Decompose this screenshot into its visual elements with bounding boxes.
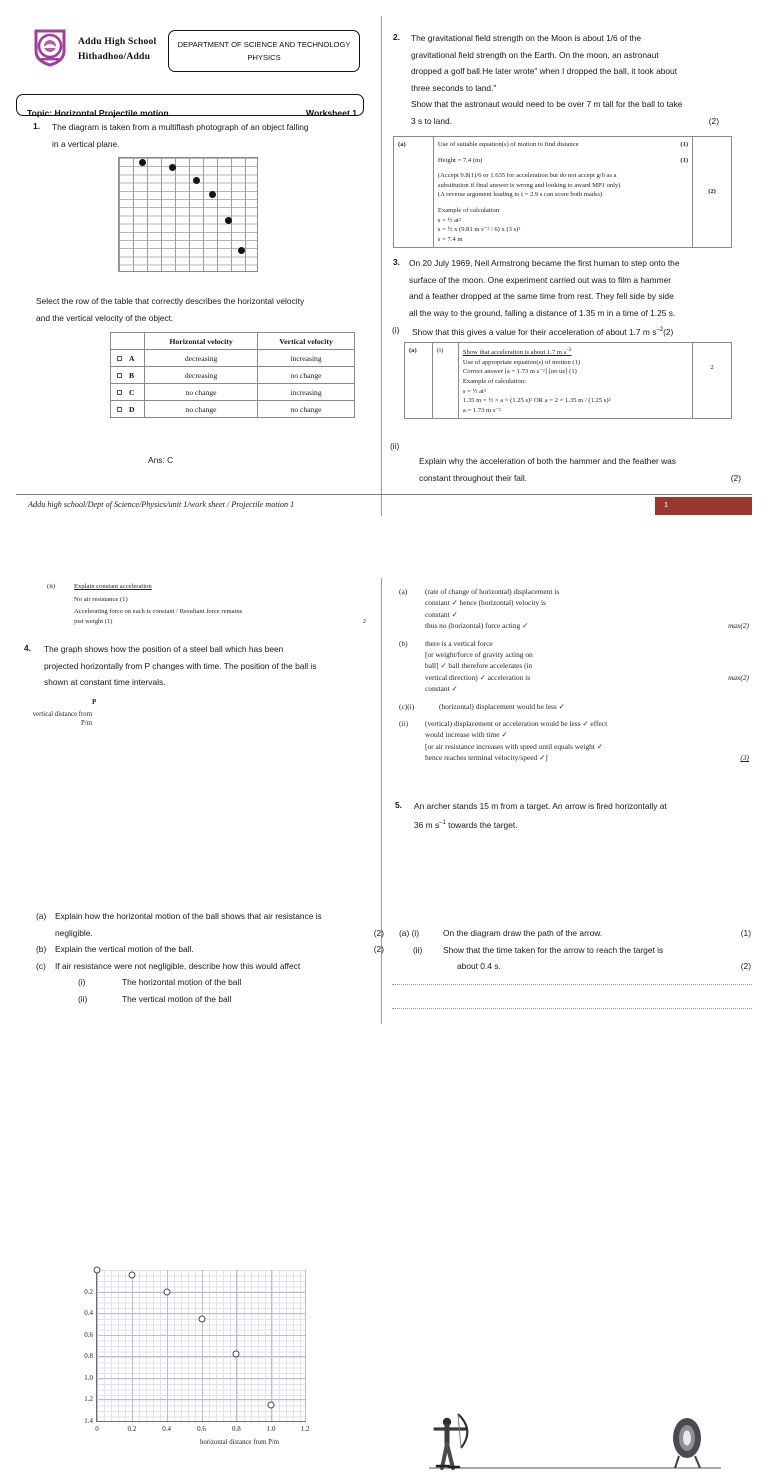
q5-number: 5. <box>395 800 402 810</box>
q3-number: 3. <box>393 257 400 267</box>
q3-ii-line2: constant throughout their fall. <box>419 472 528 483</box>
q2-line2: gravitational field strength on the Earth. On the moon, an astronaut <box>411 49 659 60</box>
q4-markscheme <box>399 586 749 764</box>
y-tick: 1.0 <box>84 1373 93 1382</box>
ms4-a-l4: thus no (horizontal) force acting ✓ <box>425 621 529 631</box>
data-point <box>94 1267 101 1274</box>
q5-stem <box>414 798 762 833</box>
q4-c-text: If air resistance were not negligible, describe how this would affect <box>55 960 301 971</box>
ms3-body: Show that acceleration is about 1.7 m $s^{-2}$ Use of appropriate equation(s) of motion (1) Correct answer [a = 1.73 m s⁻²] [no ue] (1) Example of calculation: s = ½ at² 1.35 m = ½ × a × (1.25 s)² OR a = 2 × 1.35 m / (1.25 s)² a = 1.73 m s⁻² <box>458 343 692 419</box>
table-row[interactable] <box>111 384 355 401</box>
x-tick: 1.2 <box>300 1425 310 1433</box>
q1-stem <box>52 119 372 152</box>
sheet-1 <box>0 0 768 534</box>
x-tick: 0.8 <box>231 1425 241 1433</box>
target-icon <box>673 1418 701 1468</box>
q3-line5-sup: –2 <box>656 327 664 333</box>
ms2-m2: (1) <box>680 156 689 164</box>
q3-line1: On 20 July 1969, Neil Armstrong became the first human to step onto the <box>409 258 680 268</box>
data-point <box>163 1288 170 1295</box>
q5-aii-tag: (ii) <box>413 944 423 955</box>
ms4-b-l4: vertical direction) ✓ acceleration is <box>425 672 531 682</box>
ms4-cii-tag: (ii) <box>399 719 409 729</box>
flash-dot <box>139 159 146 166</box>
x-tick: 1.0 <box>266 1425 276 1433</box>
data-point <box>268 1401 275 1408</box>
sheet-2 <box>0 560 768 1446</box>
topic-label: Topic: Horizontal Projectile motion <box>27 108 169 118</box>
q4-b-text: Explain the vertical motion of the ball. <box>55 944 194 955</box>
ms4-b-l1: there is a vertical force <box>425 638 493 648</box>
q3-sub-i <box>412 322 762 340</box>
ms4-a-l3: constant ✓ <box>425 609 458 619</box>
table-row[interactable] <box>111 350 355 367</box>
answer-line[interactable] <box>392 1008 752 1009</box>
ms4-a-l2: constant ✓ hence (horizontal) velocity is <box>425 598 546 608</box>
x-tick: 0.6 <box>197 1425 206 1433</box>
ms3-l5: 1.35 m = ½ × a × (1.25 s)² OR a = 2 × 1.35 m / (1.25 s)² <box>462 397 611 405</box>
answer-line[interactable] <box>392 984 752 985</box>
ms2-body <box>433 137 692 248</box>
q1-number: 1. <box>33 121 40 131</box>
ms-continued <box>74 582 374 626</box>
ms2-l1: Use of suitable equation(s) of motion to find distance <box>437 141 579 148</box>
q3-line5: Show that this gives a value for their acceleration of about 1.7 m s <box>412 326 657 337</box>
checkbox-a-icon[interactable] <box>117 356 122 361</box>
row-b-horizontal: decreasing <box>145 367 258 384</box>
ms3-l4: s = ½ at² <box>462 387 486 395</box>
row-b-label[interactable]: B <box>111 367 145 384</box>
column-divider <box>381 16 382 516</box>
ms2-l3: (Accept 9.8(1)/6 or 1.635 for acceleration but do not accept g/6 as a <box>437 172 617 180</box>
y-tick: 0.6 <box>84 1330 93 1339</box>
q5-aii-marks: (2) <box>740 961 751 972</box>
table-row[interactable] <box>111 367 355 384</box>
q3-sub-i-tag: (i) <box>392 325 400 335</box>
ms4-a-max: max(2) <box>728 621 749 631</box>
q4-stem <box>44 641 384 691</box>
q2-line4: three seconds to land." <box>411 82 497 93</box>
department-line1: DEPARTMENT OF SCIENCE AND TECHNOLOGY <box>177 40 351 49</box>
flash-dot <box>209 191 216 198</box>
checkbox-d-icon[interactable] <box>117 407 122 412</box>
ms-cont-l3: just weight (1) <box>74 617 113 625</box>
q4-a-text: Explain how the horizontal motion of the ball shows that air resistance is <box>55 911 322 921</box>
q2-line1: The gravitational field strength on the Moon is about 1/6 of the <box>411 33 641 43</box>
ms3-l6: a = 1.73 m s⁻² <box>462 406 501 414</box>
ms2-l4: substitution if final answer is wrong and looking to award MP1 only) <box>437 181 621 189</box>
checkbox-c-icon[interactable] <box>117 390 122 395</box>
q5-line2: 36 m $s^{-1}$ towards the target. <box>414 819 518 830</box>
q5-parts-list <box>399 925 751 975</box>
ms-cont-l2: Accelerating force on each is constant / Resultant force remains <box>74 608 243 616</box>
ms4-cii-l1: (vertical) displacement or acceleration would be less ✓ effect <box>425 719 608 729</box>
q5-line1: An archer stands 15 m from a target. An arrow is fired horizontally at <box>414 801 667 811</box>
q4-a-marks: (2) <box>373 927 384 938</box>
q4-cii-text: The vertical motion of the ball <box>122 993 232 1004</box>
q5-ai-tag: (a) (i) <box>399 928 420 938</box>
department-line2: PHYSICS <box>247 53 281 62</box>
x-tick: 0 <box>95 1425 99 1433</box>
q4-ci-tag: (i) <box>78 977 86 988</box>
table-header-row <box>111 333 355 350</box>
ms4-b-tag: (b) <box>399 638 408 648</box>
q4-ci-text: The horizontal motion of the ball <box>122 977 242 988</box>
flash-dot <box>238 247 245 254</box>
ms2-l5: (A reverse argument leading to t = 2.9 s can score both marks) <box>437 191 603 199</box>
ms4-a-l1: (rate of change of horizontal) displacement is <box>425 587 560 596</box>
q3-markscheme-table <box>404 342 732 419</box>
row-c-horizontal: no change <box>145 384 258 401</box>
q4-number: 4. <box>24 643 31 653</box>
ms2-l8: s = ½ x (9.81 m s⁻² / 6) x (3 s)² <box>437 226 521 234</box>
q3-line2: surface of the moon. One experiment carried out was to film a hammer <box>409 274 672 285</box>
ms4-cii-total: (3) <box>740 753 749 763</box>
q1-prompt-line1: Select the row of the table that correctly describes the horizontal velocity <box>36 296 305 306</box>
q1-line1: The diagram is taken from a multiflash photograph of an object falling <box>52 122 309 132</box>
q3-line3: and a feather dropped at the same time from rest. They fell side by side <box>409 291 674 302</box>
y-tick: 0.8 <box>84 1352 93 1361</box>
q4-line1: The graph shows how the position of a steel ball which has been <box>44 644 284 654</box>
ms-cont-l1: No air resistance (1) <box>74 595 128 603</box>
projectile-scatter-chart <box>84 1270 310 1433</box>
q5-aii-text2: about 0.4 s. <box>457 961 501 972</box>
q3-marks-i: (2) <box>663 326 674 337</box>
q1-line2: in a vertical plane. <box>52 138 120 149</box>
row-d-horizontal: no change <box>145 401 258 418</box>
header-vertical: Vertical velocity <box>258 333 355 350</box>
ms2-l6: Example of calculation <box>437 206 500 214</box>
q5-ai-text: On the diagram draw the path of the arrow. <box>443 928 603 938</box>
ms-cont-total: 2 <box>362 617 366 625</box>
row-d-label[interactable]: D <box>111 401 145 418</box>
q4-b-tag: (b) <box>36 944 47 955</box>
q5-aii-text: Show that the time taken for the arrow to reach the target is <box>443 944 664 955</box>
row-c-label[interactable]: C <box>111 384 145 401</box>
q3-sub-ii-tag: (ii) <box>390 441 400 451</box>
ms3-sub: (i) <box>432 343 458 419</box>
data-point <box>128 1272 135 1279</box>
y-tick: 0.4 <box>84 1309 93 1318</box>
y-tick: 1.4 <box>84 1417 93 1425</box>
q4-line3: shown at constant time intervals. <box>44 677 166 688</box>
row-b-vertical: no change <box>258 367 355 384</box>
ms4-b-l5: constant ✓ <box>425 684 458 694</box>
q3-ii-line1: Explain why the acceleration of both the hammer and the feather was <box>419 456 676 466</box>
data-point <box>198 1315 205 1322</box>
q2-number: 2. <box>393 32 400 42</box>
row-d-vertical: no change <box>258 401 355 418</box>
row-a-vertical: increasing <box>258 350 355 367</box>
x-tick: 0.4 <box>162 1425 172 1433</box>
ms-cont-title: Explain constant acceleration <box>74 583 152 590</box>
ms2-part: (a) <box>394 137 434 248</box>
y-tick: 1.2 <box>84 1395 93 1404</box>
q4-line2: projected horizontally from P changes with time. The position of the ball is <box>44 660 317 671</box>
q4-a-tag: (a) <box>36 911 47 921</box>
school-logo-icon <box>32 27 68 67</box>
chart-y-axis-label: vertical distance from P/m <box>32 711 92 727</box>
ms4-b-l3: ball] ✓ ball therefore accelerates (in <box>425 661 533 671</box>
table-row[interactable] <box>111 401 355 418</box>
ms2-l9: s = 7.4 m <box>437 235 463 243</box>
q3-line4: all the way to the ground, falling a distance of 1.35 m in a time of 1.25 s. <box>409 307 676 318</box>
ms3-part: (a) <box>405 343 433 419</box>
q3-stem <box>409 255 761 321</box>
q4-c-tag: (c) <box>36 960 46 971</box>
q4-parts <box>36 908 384 1008</box>
ms4-c-l1: (horizontal) displacement would be less ✓ <box>439 701 565 711</box>
ms4-a-tag: (a) <box>399 587 408 596</box>
page-number-badge: 1 <box>655 497 752 515</box>
flash-dot <box>225 217 232 224</box>
q1-prompt <box>36 293 381 326</box>
data-point <box>233 1351 240 1358</box>
chart-plot-area <box>84 1270 310 1433</box>
ms4-cii-l4: hence reaches terminal velocity/speed ✓] <box>425 753 548 763</box>
q2-line5: Show that the astronaut would need to be over 7 m tall for the ball to take <box>411 99 683 110</box>
ms3-l1: Use of appropriate equation(s) of motion (1) <box>462 358 581 366</box>
footer-rule <box>16 494 752 495</box>
q4-cii-tag: (ii) <box>78 993 88 1004</box>
ms4-b-l2: [or weight/force of gravity acting on <box>425 650 533 660</box>
archer-target-diagram <box>425 1412 725 1474</box>
ms4-cii-l2: would increase with time ✓ <box>425 730 508 740</box>
row-a-horizontal: decreasing <box>145 350 258 367</box>
ms4-c-tag: (c)(i) <box>399 701 415 711</box>
footer-text: Addu high school/Dept of Science/Physics/unit 1/work sheet / Projectile motion 1 <box>28 500 295 509</box>
q3-marks-ii: (2) <box>730 472 741 483</box>
checkbox-b-icon[interactable] <box>117 373 122 378</box>
chart-x-axis-label: horizontal distance from P/m <box>200 1439 280 1446</box>
q2-line6: 3 s to land. <box>411 115 452 126</box>
velocity-table <box>110 332 355 418</box>
row-a-label[interactable]: A <box>111 350 145 367</box>
q2-line3: dropped a golf ball.He later wrote" when I dropped the ball, it took about <box>411 66 678 77</box>
y-tick: 0.2 <box>84 1287 93 1296</box>
header-blank <box>111 333 145 350</box>
q2-stem <box>411 30 761 130</box>
ms-cont-sub: (ii) <box>47 583 56 590</box>
school-name <box>78 34 156 64</box>
q1-answer: Ans: C <box>148 455 174 465</box>
ms3-total: 2 <box>693 343 732 419</box>
ms2-l2: Height = 7.4 (m) <box>437 156 483 164</box>
ms2-l7: s = ½ at² <box>437 216 461 224</box>
department-box <box>168 30 360 72</box>
school-name-line2: Hithadhoo/Addu <box>78 51 151 62</box>
topic-box <box>16 94 364 116</box>
ms4-b-max: max(2) <box>728 672 749 682</box>
ms2-total: (2) <box>693 137 732 248</box>
x-tick: 0.2 <box>127 1425 137 1433</box>
q1-prompt-line2: and the vertical velocity of the object. <box>36 312 174 323</box>
ms2-m1: (1) <box>680 141 689 148</box>
flash-dot <box>193 177 200 184</box>
q3-sub-ii <box>419 453 759 486</box>
ms3-l2: Correct answer [a = 1.73 m s⁻²] [no ue] (1) <box>462 368 577 376</box>
row-c-vertical: increasing <box>258 384 355 401</box>
q5-ai-marks: (1) <box>740 928 751 938</box>
chart-origin-label: P <box>92 698 97 706</box>
worksheet-label: Worksheet 1 <box>306 108 357 118</box>
q4-a-text2: negligible. <box>55 927 93 938</box>
ms3-title: Show that acceleration is about 1.7 m s <box>462 349 567 357</box>
flash-dot <box>169 164 176 171</box>
header-horizontal: Horizontal velocity <box>145 333 258 350</box>
multiflash-diagram <box>118 157 258 272</box>
ms3-l3: Example of calculation: <box>462 377 526 385</box>
q2-marks: (2) <box>708 115 719 126</box>
ms4-cii-l3: [or air resistance increases with speed until equals weight ✓ <box>425 741 603 751</box>
q2-markscheme-table <box>393 136 732 248</box>
school-name-line1: Addu High School <box>78 36 157 47</box>
q4-b-marks: (2) <box>373 944 384 955</box>
bow-icon <box>458 1414 467 1448</box>
